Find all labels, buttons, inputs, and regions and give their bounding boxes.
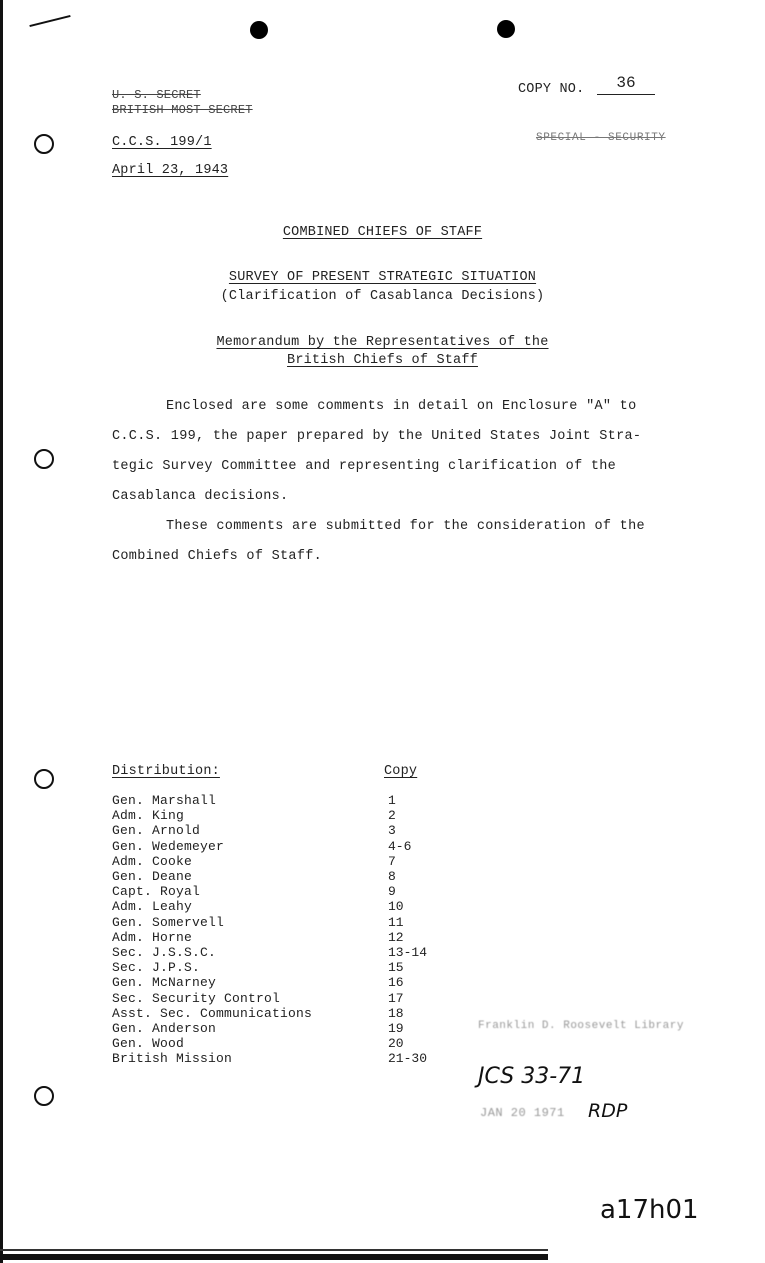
distribution-name: Adm. Horne [112,929,193,945]
distribution-name: Asst. Sec. Communications [112,1005,313,1021]
distribution-name: British Mission [112,1051,233,1067]
distribution-copy: 3 [388,823,396,839]
distribution-copy: 11 [388,914,404,930]
distribution-name: Gen. Wood [112,1036,185,1052]
distribution-copy: 17 [388,990,404,1006]
distribution-copy: 13-14 [388,945,428,960]
distribution-name: Adm. Leahy [112,899,193,915]
copy-label: COPY NO. [518,82,585,97]
distribution-name: Sec. Security Control [112,990,281,1006]
distribution-name: Gen. Wedemeyer [112,838,225,854]
date-stamp: JAN 20 1971 [480,1106,565,1120]
distribution-name: Gen. Marshall [112,793,217,808]
handwritten-initials: RDP [588,1100,628,1122]
distribution-copy: 18 [388,1005,404,1021]
distribution-copy: 20 [388,1036,404,1052]
distribution-copy: 15 [388,960,404,976]
distribution-copy: 7 [388,853,396,869]
subtitle: (Clarification of Casablanca Decisions) [220,289,545,304]
text-line: Casablanca decisions. [112,489,289,504]
distribution-copy: 9 [388,884,396,900]
text-line: tegic Survey Committee and representing clarification of the [112,459,617,474]
hole-punch [34,1086,54,1106]
hole-punch [34,134,54,154]
distribution-name: Capt. Royal [112,884,201,900]
text-line: Combined Chiefs of Staff. [112,549,323,564]
distribution-name: Sec. J.S.S.C. [112,945,217,960]
security-struck: SPECIAL - SECURITY [536,132,666,144]
distribution-name: Gen. Arnold [112,823,201,839]
distribution-name: Adm. King [112,808,185,824]
distribution-heading: Distribution: [112,764,220,779]
subject-title: SURVEY OF PRESENT STRATEGIC SITUATION [228,270,537,285]
text-line: C.C.S. 199, the paper prepared by the United States Joint Stra- [112,429,642,444]
distribution-name: Sec. J.P.S. [112,960,201,976]
ink-blot [250,21,268,39]
distribution-copy: 21-30 [388,1051,428,1067]
distribution-copy: 4-6 [388,838,412,854]
handwritten-number: a17h01 [600,1195,699,1225]
distribution-name: Gen. Somervell [112,914,225,930]
handwritten-reference: JCS 33-71 [478,1064,586,1089]
memo-line-2: British Chiefs of Staff [287,353,478,368]
distribution-copy: 12 [388,929,404,945]
ink-blot [497,20,515,38]
org-title: COMBINED CHIEFS OF STAFF [282,225,483,240]
document-date: April 23, 1943 [112,163,229,178]
library-stamp: Franklin D. Roosevelt Library [478,1020,684,1032]
distribution-copy: 16 [388,975,404,991]
scan-edge-left [0,0,3,1263]
distribution-name: Gen. Anderson [112,1021,217,1036]
memo-line-1: Memorandum by the Representatives of the [216,335,549,350]
pen-mark [29,15,70,27]
distribution-name: Gen. McNarney [112,975,217,991]
distribution-copy: 19 [388,1021,404,1036]
distribution-name: Adm. Cooke [112,853,193,869]
text-line: Enclosed are some comments in detail on Enclosure "A" to [166,399,637,414]
hole-punch [34,769,54,789]
distribution-name: Gen. Deane [112,869,193,884]
copy-number: 36 [597,72,655,95]
text-line: These comments are submitted for the consideration of the [166,519,645,534]
distribution-copy: 8 [388,869,396,884]
classification-struck: U. S. SECRET [112,88,201,102]
hole-punch [34,449,54,469]
distribution-copy: 2 [388,808,396,824]
paragraph-2 [112,512,692,572]
distribution-copy: 10 [388,899,404,915]
copy-heading: Copy [384,764,418,779]
scan-edge-bottom-thin [0,1249,548,1251]
classification-struck: BRITISH MOST SECRET [112,103,253,117]
ccs-number: C.C.S. 199/1 [112,135,212,150]
scan-edge-bottom [0,1254,548,1260]
distribution-copy: 1 [388,793,396,808]
paragraph-1 [112,392,692,512]
